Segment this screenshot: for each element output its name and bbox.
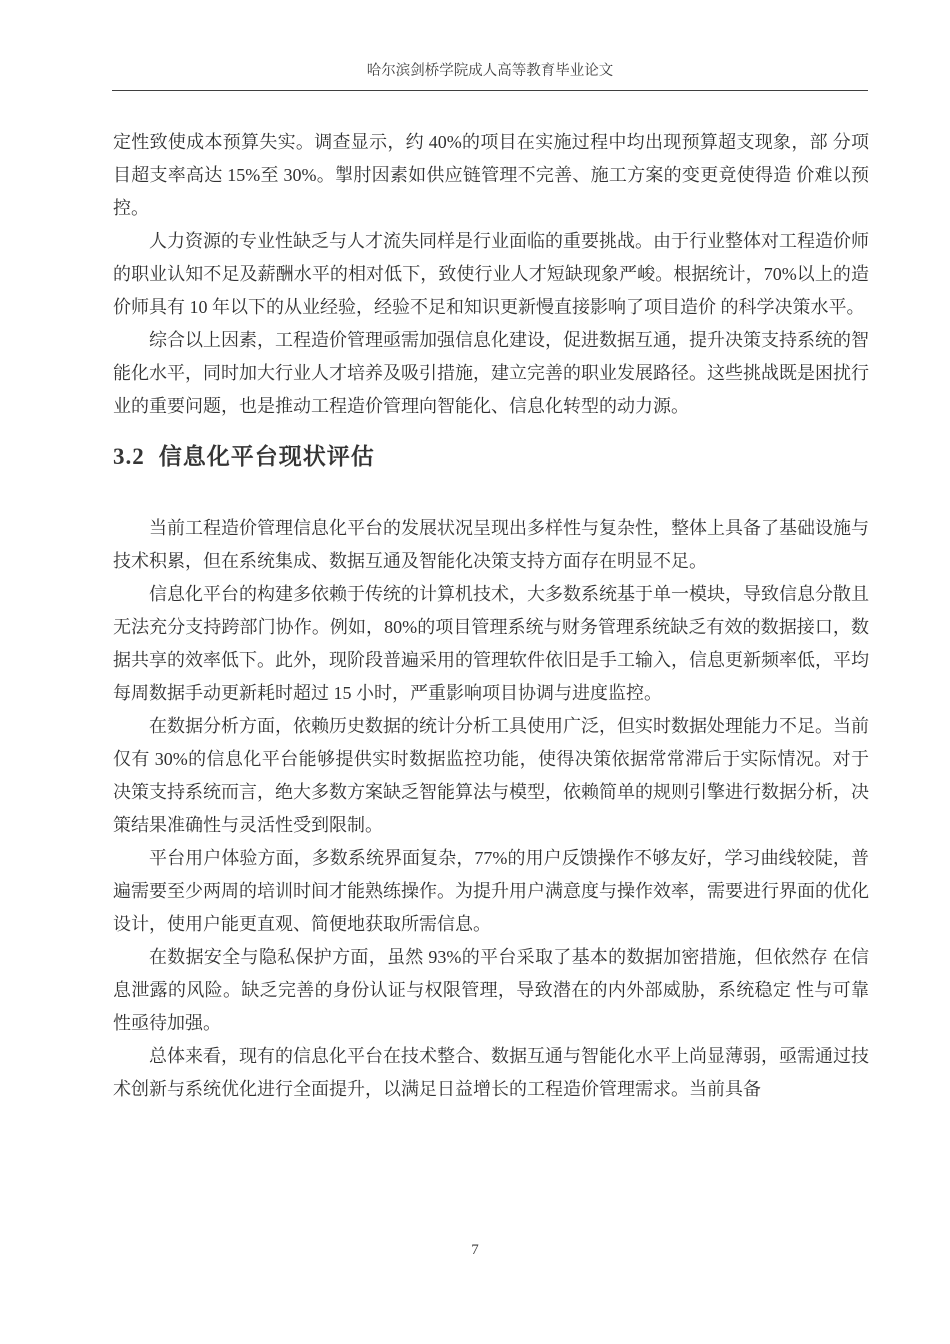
paragraph: 定性致使成本预算失实。调查显示，约 40%的项目在实施过程中均出现预算超支现象，部 分项目超支率高达 15%至 30%。掣肘因素如供应链管理不完善、施工方案的变更竟使得造 价难以预控。: [113, 132, 869, 218]
paragraph: 人力资源的专业性缺乏与人才流失同样是行业面临的重要挑战。由于行业整体对工程造价师的职业认知不足及薪酬水平的相对低下，致使行业人才短缺现象严峻。根据统计，70%以上的造价师具有 10 年以下的从业经验，经验不足和知识更新慢直接影响了项目造价 的科学决策水平。: [113, 231, 869, 317]
paragraph: 信息化平台的构建多依赖于传统的计算机技术，大多数系统基于单一模块，导致信息分散且无法充分支持跨部门协作。例如，80%的项目管理系统与财务管理系统缺乏有效的数据接口，数据共享的效率低下。此外，现阶段普遍采用的管理软件依旧是手工输入，信息更新频率低，平均每周数据手动更新耗时超过 15 小时，严重影响项目协调与进度监控。: [113, 584, 869, 703]
page-footer: [0, 1242, 950, 1259]
document-body: [113, 126, 869, 1106]
paragraph: 当前工程造价管理信息化平台的发展状况呈现出多样性与复杂性，整体上具备了基础设施与技术积累，但在系统集成、数据互通及智能化决策支持方面存在明显不足。: [113, 518, 869, 571]
page-number: 7: [471, 1242, 479, 1258]
paragraph: 在数据分析方面，依赖历史数据的统计分析工具使用广泛，但实时数据处理能力不足。当前仅有 30%的信息化平台能够提供实时数据监控功能，使得决策依据常常滞后于实际情况。对于决策支持系统而言，绝大多数方案缺乏智能算法与模型，依赖简单的规则引擎进行数据分析，决策结果准确性与灵活性受到限制。: [113, 716, 869, 835]
paragraph-group-after-heading: [113, 512, 869, 1106]
page-header: [112, 62, 868, 91]
section-number: 3.2: [113, 444, 145, 469]
section-title: 信息化平台现状评估: [158, 443, 375, 469]
paragraph: 总体来看，现有的信息化平台在技术整合、数据互通与智能化水平上尚显薄弱，亟需通过技术创新与系统优化进行全面提升，以满足日益增长的工程造价管理需求。当前具备: [113, 1046, 869, 1099]
paragraph: 综合以上因素，工程造价管理亟需加强信息化建设，促进数据互通，提升决策支持系统的智能化水平，同时加大行业人才培养及吸引措施，建立完善的职业发展路径。这些挑战既是困扰行业的重要问题，也是推动工程造价管理向智能化、信息化转型的动力源。: [113, 330, 869, 416]
paragraph: 在数据安全与隐私保护方面，虽然 93%的平台采取了基本的数据加密措施，但依然存 在信息泄露的风险。缺乏完善的身份认证与权限管理，导致潜在的内外部威胁，系统稳定 性与可靠性亟待加强。: [113, 947, 869, 1033]
paragraph-group-before-heading: [113, 126, 869, 423]
header-title: 哈尔滨剑桥学院成人高等教育毕业论文: [366, 63, 614, 79]
paragraph: 平台用户体验方面，多数系统界面复杂，77%的用户反馈操作不够友好，学习曲线较陡，普遍需要至少两周的培训时间才能熟练操作。为提升用户满意度与操作效率，需要进行界面的优化设计，使用户能更直观、简便地获取所需信息。: [113, 848, 869, 934]
section-heading: [113, 439, 869, 474]
